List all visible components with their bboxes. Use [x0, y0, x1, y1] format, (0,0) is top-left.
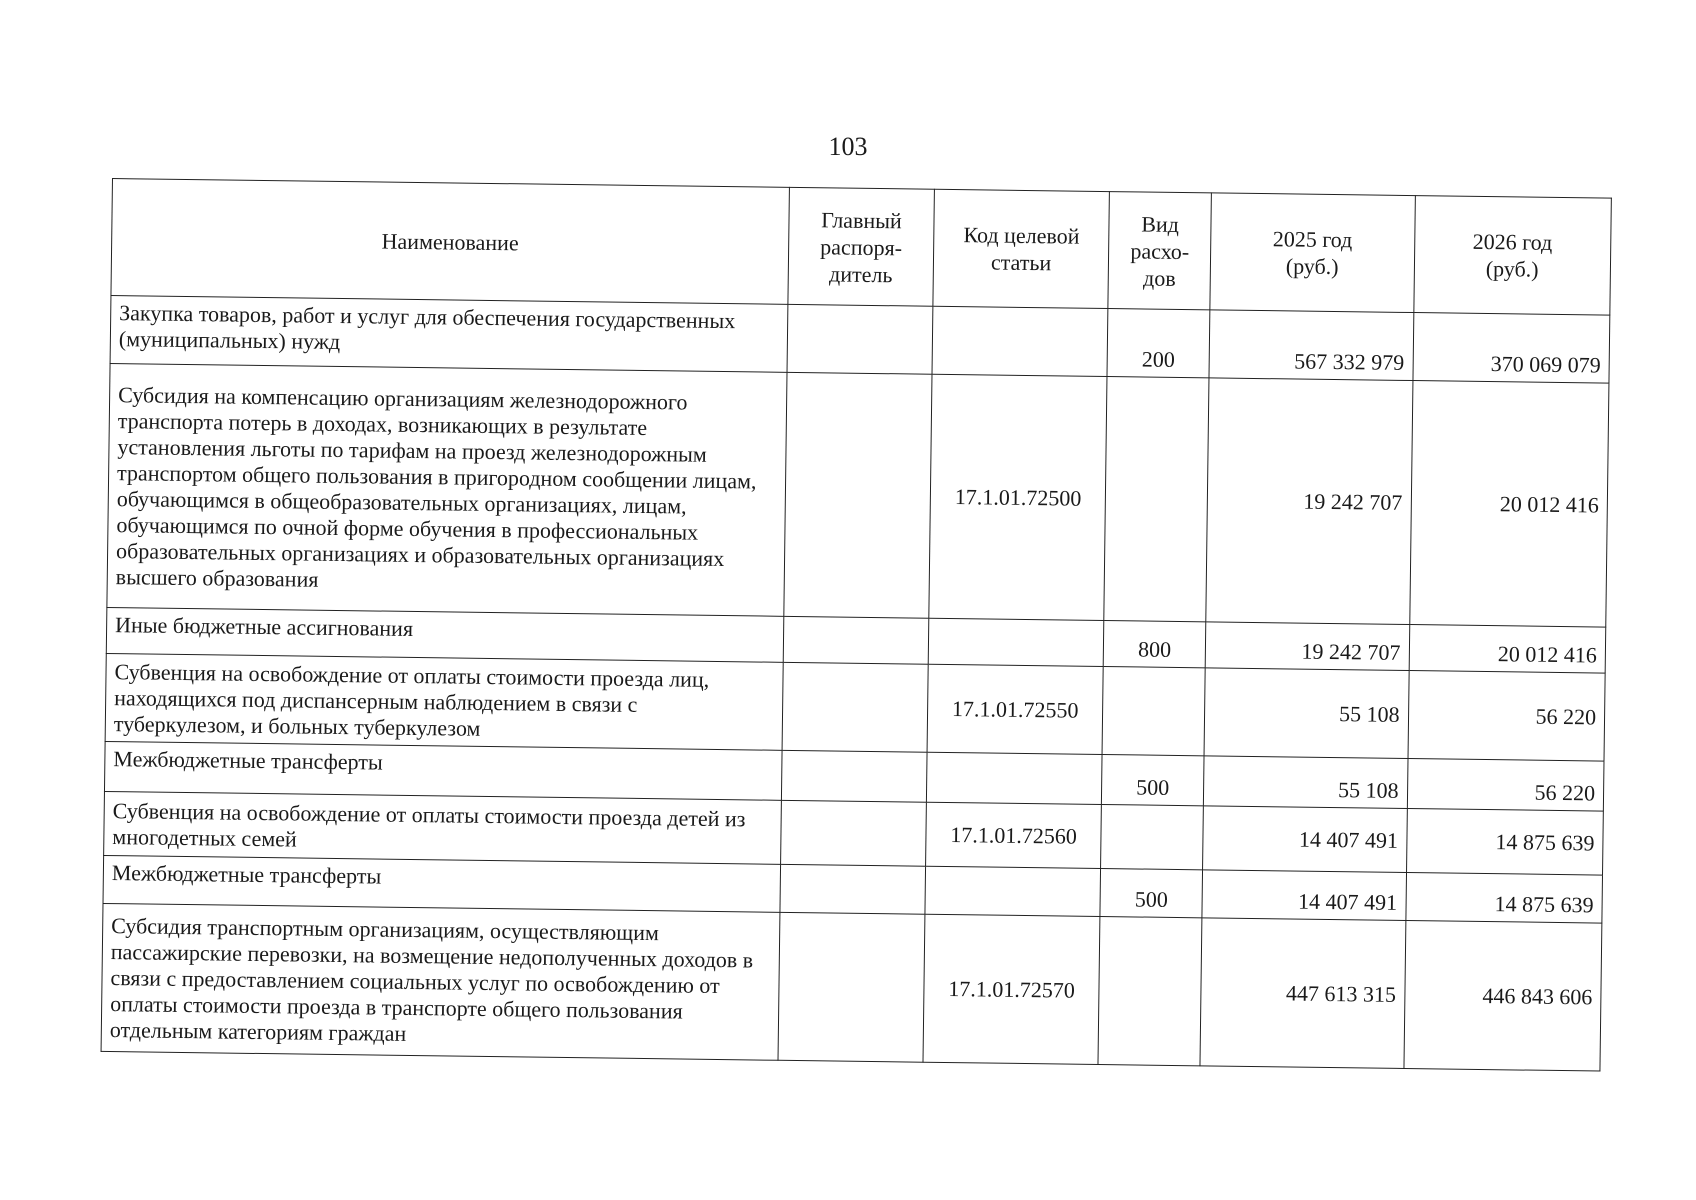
header-code: Код целевой статьи [933, 189, 1110, 308]
row-2025: 567 332 979 [1209, 310, 1413, 381]
row-name: Закупка товаров, работ и услуг для обеспечения государственных (муниципальных) нужд [110, 295, 788, 372]
row-name: Межбюджетные трансферты [103, 855, 781, 912]
row-2025: 55 108 [1204, 668, 1409, 759]
row-kind: 200 [1107, 309, 1210, 378]
header-name: Наименование [111, 179, 789, 305]
row-code [925, 866, 1101, 916]
header-kind: Вид расхо- дов [1108, 192, 1211, 310]
row-name: Субсидия транспортным организациям, осуществляющим пассажирские перевозки, на возмещение недополученных доходов в связи с предоставлением социальных услуг по освобождению от оплаты стоимости проезда в транспорте общего пользования отдельным категориям граждан [101, 903, 780, 1060]
header-2026: 2026 год (руб.) [1413, 196, 1611, 316]
row-2025: 19 242 707 [1206, 378, 1413, 625]
row-kind [1102, 667, 1205, 756]
row-manager [781, 800, 927, 866]
row-2025: 447 613 315 [1200, 918, 1405, 1069]
row-2026: 446 843 606 [1403, 920, 1601, 1071]
row-kind: 500 [1100, 869, 1202, 918]
row-kind [1101, 805, 1204, 870]
row-2025: 55 108 [1203, 756, 1407, 809]
row-manager [783, 616, 929, 664]
row-kind: 800 [1103, 621, 1205, 668]
row-manager [787, 304, 933, 374]
row-2025: 14 407 491 [1203, 806, 1407, 873]
row-code [926, 752, 1102, 804]
row-manager [782, 662, 928, 752]
page-number: 103 [828, 132, 868, 161]
budget-table [101, 178, 1612, 1072]
row-manager [778, 912, 925, 1062]
row-code: 17.1.01.72550 [927, 664, 1103, 754]
row-manager [781, 750, 927, 802]
budget-table-wrapper [101, 178, 1612, 1072]
row-name: Субвенция на освобождение от оплаты стоимости проезда детей из многодетных семей [104, 791, 782, 864]
table-row [101, 903, 1602, 1071]
row-kind [1098, 916, 1202, 1065]
row-kind [1104, 377, 1209, 622]
header-manager: Главный распоря- дитель [788, 187, 935, 306]
table-row [107, 363, 1609, 627]
row-kind: 500 [1102, 755, 1204, 806]
row-name: Иные бюджетные ассигнования [106, 607, 783, 662]
row-2026: 370 069 079 [1412, 313, 1609, 384]
row-manager [780, 864, 926, 914]
row-2025: 14 407 491 [1202, 870, 1406, 921]
row-name: Субсидия на компенсацию организациям железнодорожного транспорта потерь в доходах, возникающих в результате установления льготы по тарифам на проезд железнодорожным транспортом общего пользования в пригородном сообщении лицам, обучающимся в общеобразовательных организациях, лицам, обучающимся по очной форме обучения в профессиональных образовательных организациях и образовательных организациях высшего образования [107, 363, 787, 616]
header-2025: 2025 год (руб.) [1210, 193, 1415, 313]
row-2025: 19 242 707 [1205, 622, 1409, 671]
row-2026: 20 012 416 [1409, 625, 1606, 674]
row-manager [784, 372, 932, 618]
row-name: Субвенция на освобождение от оплаты стоимости проезда лиц, находящихся под диспансерным наблюдением в связи с туберкулезом, и больных туберкулезом [105, 653, 783, 750]
row-2026: 14 875 639 [1406, 809, 1603, 876]
row-code [932, 306, 1108, 376]
row-2026: 20 012 416 [1409, 381, 1609, 628]
table-header-row [111, 179, 1611, 316]
row-code: 17.1.01.72500 [929, 374, 1107, 620]
row-code: 17.1.01.72570 [923, 914, 1100, 1064]
row-2026: 14 875 639 [1405, 872, 1602, 923]
row-name: Межбюджетные трансферты [104, 741, 782, 800]
row-code [928, 618, 1104, 666]
row-code: 17.1.01.72560 [926, 802, 1102, 868]
row-2026: 56 220 [1407, 759, 1604, 812]
row-2026: 56 220 [1408, 671, 1606, 762]
